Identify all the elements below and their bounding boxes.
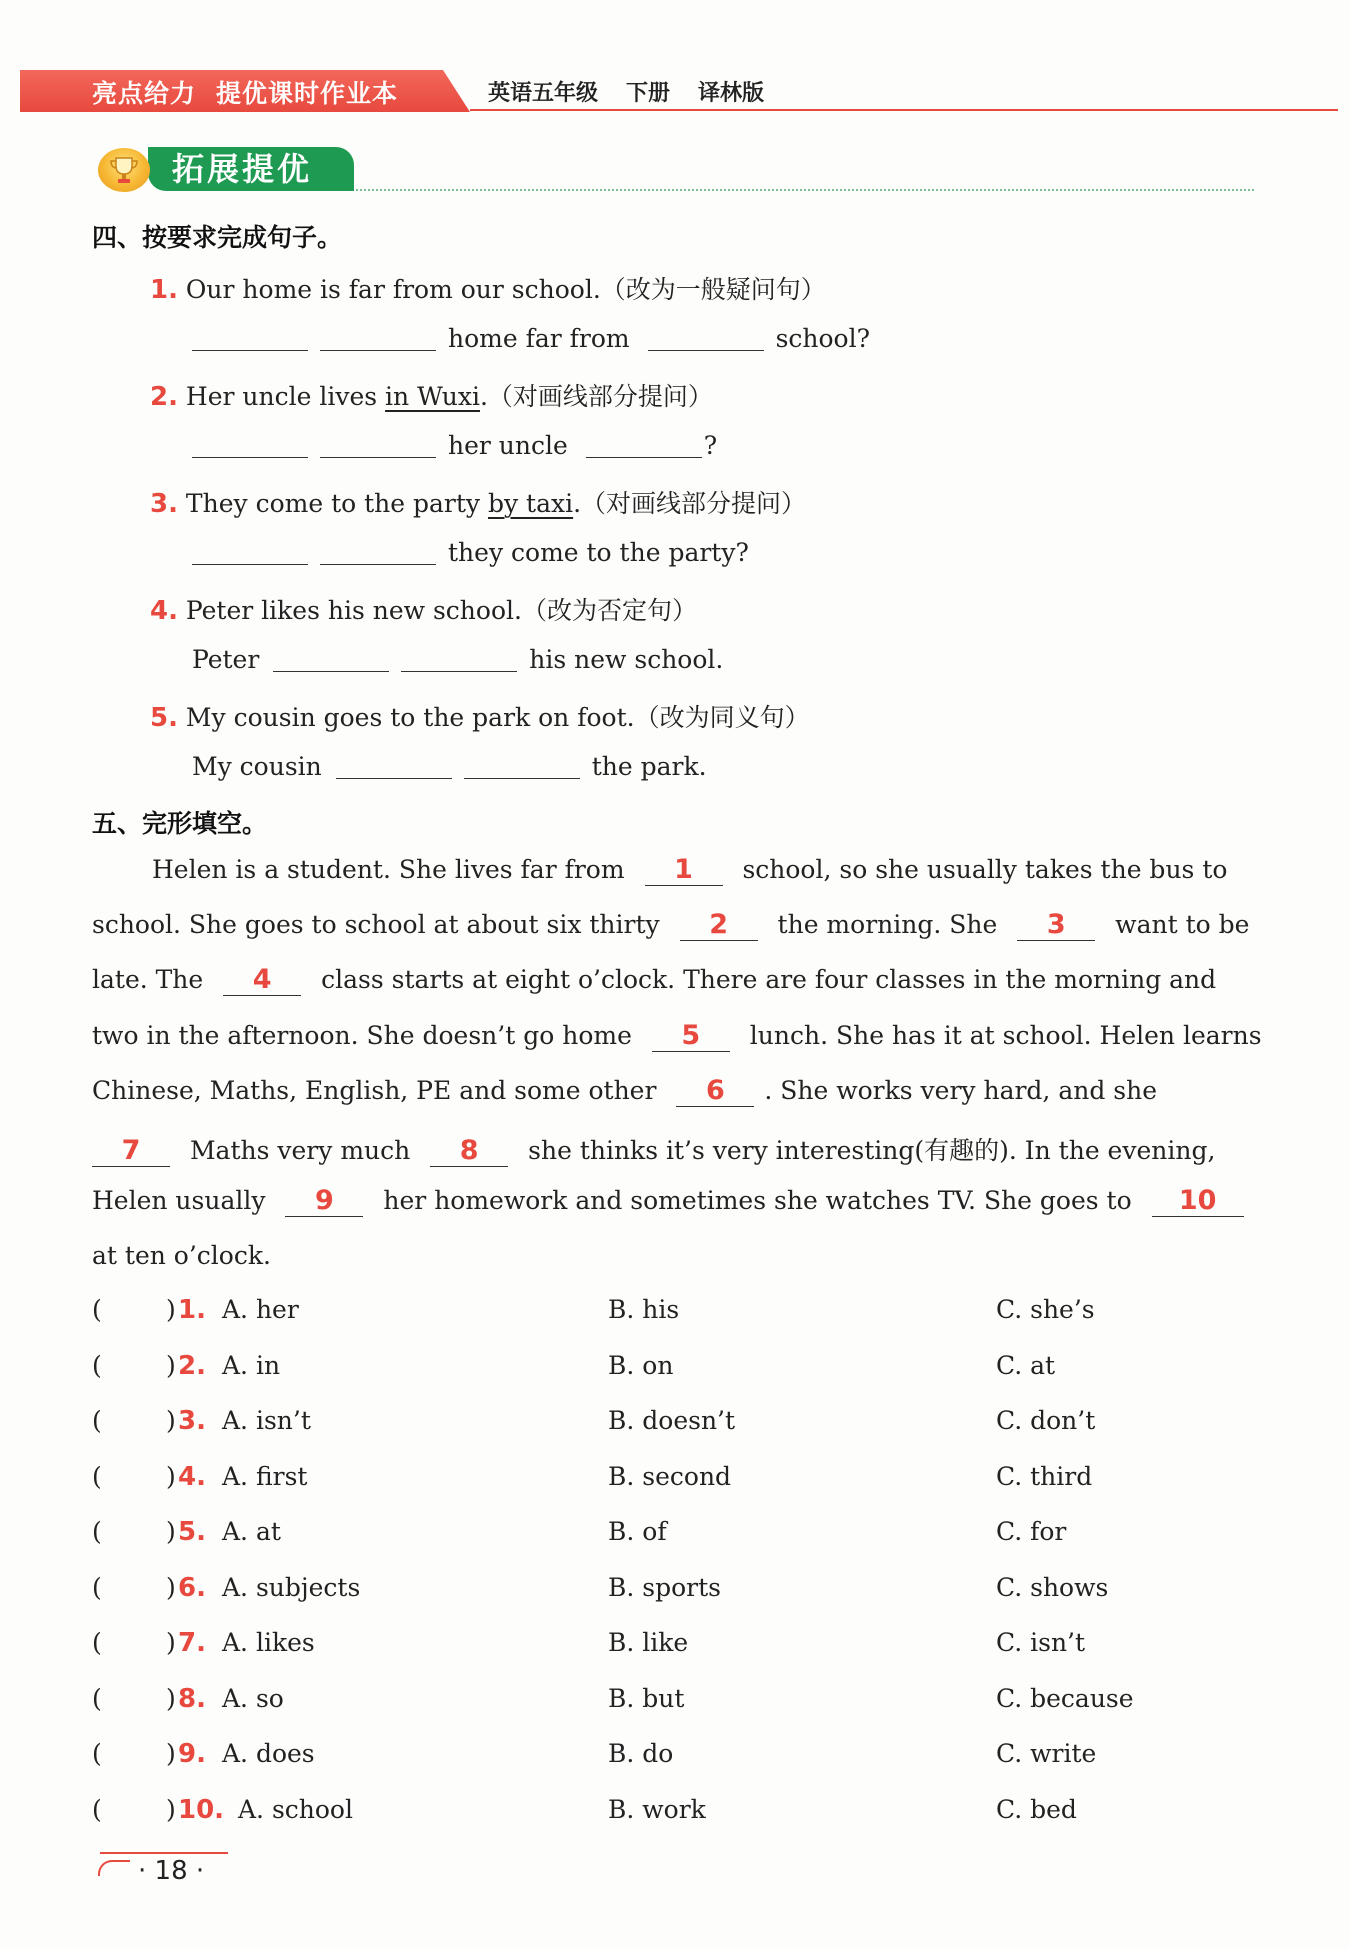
option-a[interactable]: A. first <box>222 1462 308 1491</box>
option-c[interactable]: C. at <box>996 1351 1056 1380</box>
option-number: 4. <box>178 1462 206 1492</box>
cloze-blank-5[interactable]: 5 <box>652 1021 730 1052</box>
option-b[interactable]: B. doesn’t <box>608 1406 736 1435</box>
option-c[interactable]: C. bed <box>996 1795 1077 1824</box>
answer-blank[interactable] <box>336 754 452 779</box>
passage-line <box>92 1131 1215 1167</box>
q4-answer-text-2: his new school. <box>529 645 724 674</box>
option-b[interactable]: B. second <box>608 1462 732 1491</box>
passage-text: late. The <box>92 965 204 994</box>
passage-text: Helen is a student. She lives far from <box>152 855 625 884</box>
answer-paren-open[interactable]: ( <box>92 1573 102 1602</box>
cloze-blank-10[interactable]: 10 <box>1152 1186 1244 1217</box>
answer-paren-close: ) <box>166 1351 176 1380</box>
option-b[interactable]: B. do <box>608 1739 674 1768</box>
q3-answer-text-1: they come to the party? <box>448 538 749 567</box>
option-number: 9. <box>178 1739 206 1769</box>
q4-text: Peter likes his new school.（改为否定句） <box>185 596 697 625</box>
answer-blank[interactable] <box>192 433 308 458</box>
passage-text: at ten o’clock. <box>92 1241 271 1270</box>
answer-paren-open[interactable]: ( <box>92 1295 102 1324</box>
passage-line <box>92 910 1249 941</box>
q2-answer-line <box>192 431 717 460</box>
answer-paren-close: ) <box>166 1517 176 1546</box>
passage-line <box>92 965 1216 996</box>
book-info <box>488 76 792 107</box>
option-a[interactable]: A. likes <box>222 1628 315 1657</box>
passage-line <box>152 855 1227 886</box>
q4-number: 4. <box>150 596 178 626</box>
option-number: 5. <box>178 1517 206 1547</box>
passage-text: class starts at eight o’clock. There are four classes in the morning and <box>321 965 1217 994</box>
option-b[interactable]: B. but <box>608 1684 685 1713</box>
q1-text: Our home is far from our school.（改为一般疑问句） <box>185 275 826 304</box>
q2-text-b: .（对画线部分提问） <box>479 382 713 411</box>
answer-paren-open[interactable]: ( <box>92 1517 102 1546</box>
option-c[interactable]: C. don’t <box>996 1406 1096 1435</box>
passage-text: Chinese, Maths, English, PE and some other <box>92 1076 657 1105</box>
answer-blank[interactable] <box>192 326 308 351</box>
q2-answer-text-1: her uncle <box>448 431 568 460</box>
answer-paren-open[interactable]: ( <box>92 1795 102 1824</box>
answer-paren-close: ) <box>166 1573 176 1602</box>
option-c[interactable]: C. isn’t <box>996 1628 1086 1657</box>
q1-prompt <box>150 270 826 306</box>
q5-number: 5. <box>150 703 178 733</box>
option-a[interactable]: A. subjects <box>222 1573 361 1602</box>
volume-label: 下册 <box>626 81 671 106</box>
q2-text-a: Her uncle lives <box>185 382 386 411</box>
header-rule <box>470 109 1338 111</box>
q4-answer-text-1: Peter <box>192 645 260 674</box>
cloze-blank-2[interactable]: 2 <box>680 910 758 941</box>
option-c[interactable]: C. shows <box>996 1573 1109 1602</box>
q2-number: 2. <box>150 382 178 412</box>
option-a[interactable]: A. isn’t <box>222 1406 311 1435</box>
section-tag: 拓展提优 <box>148 147 354 191</box>
passage-text: want to be <box>1115 910 1250 939</box>
option-b[interactable]: B. sports <box>608 1573 721 1602</box>
option-b[interactable]: B. of <box>608 1517 667 1546</box>
q5-prompt <box>150 698 810 734</box>
passage-line <box>92 1241 271 1270</box>
q1-number: 1. <box>150 275 178 305</box>
cloze-blank-6[interactable]: 6 <box>676 1076 754 1107</box>
answer-blank[interactable] <box>192 540 308 565</box>
edition-label: 译林版 <box>698 81 765 106</box>
passage-text: . She works very hard, and she <box>764 1076 1158 1105</box>
header-brand <box>92 74 398 110</box>
passage-text: the morning. She <box>777 910 998 939</box>
q1-answer-line <box>192 324 870 353</box>
answer-paren-close: ) <box>166 1739 176 1768</box>
option-b[interactable]: B. work <box>608 1795 706 1824</box>
passage-text: two in the afternoon. She doesn’t go home <box>92 1021 632 1050</box>
answer-blank[interactable] <box>464 754 580 779</box>
trophy-icon <box>98 148 150 192</box>
q2-prompt <box>150 377 713 413</box>
q2-underlined: in Wuxi <box>385 382 480 411</box>
q4-prompt <box>150 591 697 627</box>
option-a[interactable]: A. at <box>222 1517 281 1546</box>
footer-curl <box>98 1860 130 1876</box>
passage-text: lunch. She has it at school. Helen learns <box>749 1021 1262 1050</box>
option-c[interactable]: C. for <box>996 1517 1067 1546</box>
answer-blank[interactable] <box>320 540 436 565</box>
page-number: · 18 · <box>138 1856 205 1886</box>
answer-paren-close: ) <box>166 1628 176 1657</box>
answer-paren-open[interactable]: ( <box>92 1684 102 1713</box>
answer-paren-open[interactable]: ( <box>92 1406 102 1435</box>
section-divider <box>356 189 1254 191</box>
answer-blank[interactable] <box>320 433 436 458</box>
q1-answer-text-2: school? <box>775 324 871 353</box>
passage-text: Maths very much <box>189 1136 411 1165</box>
option-number: 1. <box>178 1295 206 1325</box>
q3-text-a: They come to the party <box>185 489 488 518</box>
q3-number: 3. <box>150 489 178 519</box>
q4-answer-line <box>192 645 723 674</box>
cloze-blank-9[interactable]: 9 <box>285 1186 363 1217</box>
answer-blank[interactable] <box>648 326 764 351</box>
answer-paren-close: ) <box>166 1795 176 1824</box>
subject-label: 英语五年级 <box>488 81 599 106</box>
option-c[interactable]: C. third <box>996 1462 1093 1491</box>
option-c[interactable]: C. she’s <box>996 1295 1095 1324</box>
option-number: 3. <box>178 1406 206 1436</box>
cloze-blank-4[interactable]: 4 <box>223 965 301 996</box>
option-number: 2. <box>178 1351 206 1381</box>
part5-title: 五、完形填空。 <box>92 809 268 838</box>
option-number: 10. <box>178 1795 225 1825</box>
option-number: 8. <box>178 1684 206 1714</box>
brand-name: 亮点给力 <box>92 79 197 108</box>
q5-answer-text-1: My cousin <box>192 752 322 781</box>
answer-paren-open[interactable]: ( <box>92 1462 102 1491</box>
q3-answer-line <box>192 538 749 567</box>
passage-line <box>92 1076 1157 1107</box>
passage-text: school. She goes to school at about six thirty <box>92 910 660 939</box>
option-number: 6. <box>178 1573 206 1603</box>
passage-text: she thinks it’s very interesting(有趣的). In the evening, <box>528 1136 1216 1165</box>
footer-rule <box>100 1852 228 1854</box>
option-a[interactable]: A. school <box>238 1795 353 1824</box>
passage-line <box>92 1186 1244 1217</box>
part4-title: 四、按要求完成句子。 <box>92 223 343 252</box>
series-name: 提优课时作业本 <box>216 79 399 108</box>
q3-prompt <box>150 484 806 520</box>
answer-paren-open[interactable]: ( <box>92 1739 102 1768</box>
answer-paren-close: ) <box>166 1462 176 1491</box>
answer-blank[interactable] <box>401 647 517 672</box>
option-number: 7. <box>178 1628 206 1658</box>
option-a[interactable]: A. does <box>222 1739 315 1768</box>
cloze-blank-1[interactable]: 1 <box>645 855 723 886</box>
answer-paren-open[interactable]: ( <box>92 1628 102 1657</box>
answer-paren-close: ) <box>166 1684 176 1713</box>
q3-underlined: by taxi <box>487 489 574 518</box>
passage-text: school, so she usually takes the bus to <box>742 855 1228 884</box>
q3-text-b: .（对画线部分提问） <box>573 489 807 518</box>
q1-answer-text-1: home far from <box>448 324 630 353</box>
option-b[interactable]: B. on <box>608 1351 674 1380</box>
answer-paren-open[interactable]: ( <box>92 1351 102 1380</box>
cloze-blank-3[interactable]: 3 <box>1017 910 1095 941</box>
answer-paren-close: ) <box>166 1406 176 1435</box>
option-a[interactable]: A. her <box>222 1295 299 1324</box>
option-c[interactable]: C. because <box>996 1684 1134 1713</box>
option-a[interactable]: A. so <box>222 1684 284 1713</box>
passage-text: Helen usually <box>92 1186 266 1215</box>
answer-blank[interactable] <box>586 433 702 458</box>
answer-blank[interactable] <box>320 326 436 351</box>
answer-blank[interactable] <box>273 647 389 672</box>
q2-answer-text-2: ? <box>703 431 718 460</box>
q5-answer-text-2: the park. <box>591 752 707 781</box>
passage-text: her homework and sometimes she watches TV. She goes to <box>383 1186 1132 1215</box>
q5-text: My cousin goes to the park on foot.（改为同义句） <box>185 703 810 732</box>
passage-line <box>92 1021 1262 1052</box>
q5-answer-line <box>192 752 707 781</box>
option-b[interactable]: B. like <box>608 1628 689 1657</box>
option-b[interactable]: B. his <box>608 1295 680 1324</box>
answer-paren-close: ) <box>166 1295 176 1324</box>
cloze-blank-7[interactable]: 7 <box>92 1136 170 1167</box>
option-a[interactable]: A. in <box>222 1351 281 1380</box>
cloze-blank-8[interactable]: 8 <box>430 1136 508 1167</box>
option-c[interactable]: C. write <box>996 1739 1097 1768</box>
